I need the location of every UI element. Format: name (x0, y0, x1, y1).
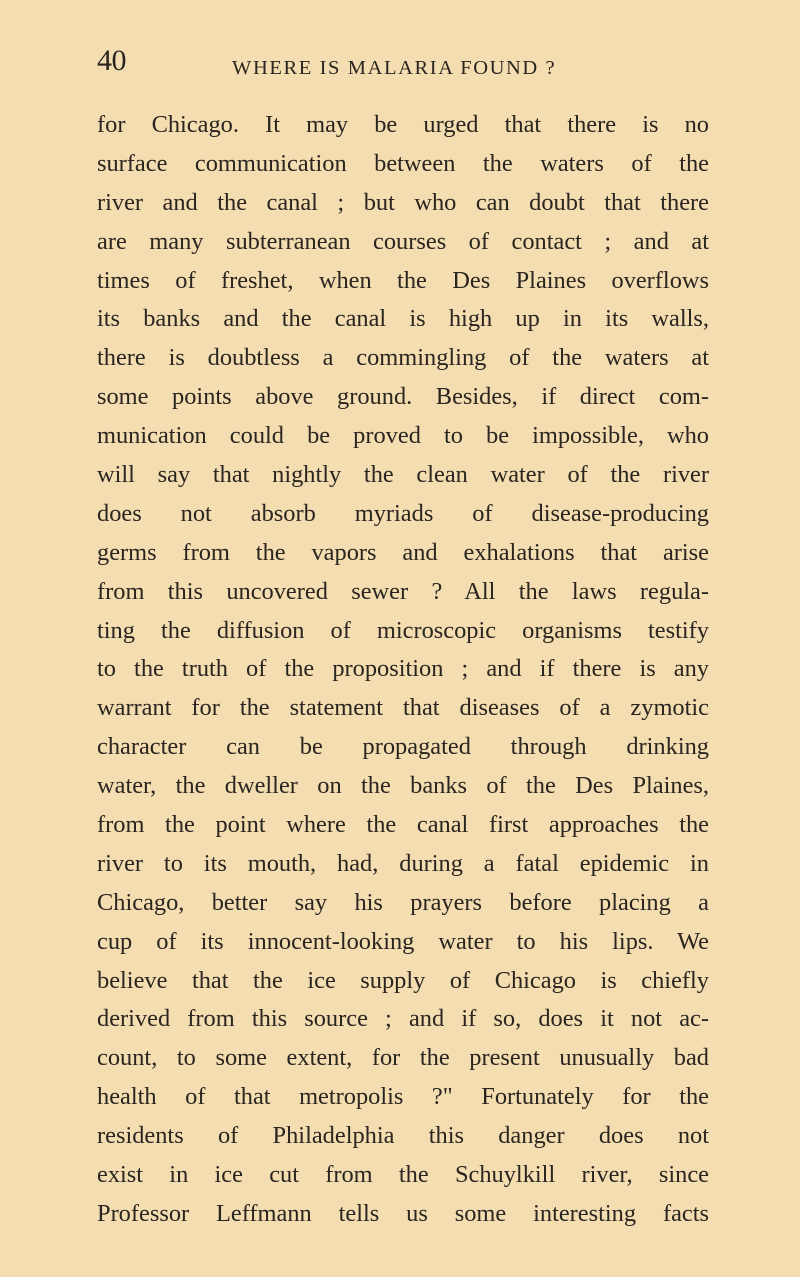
page-number: 40 (97, 44, 126, 77)
text-line: surface communication between the waters of the (97, 149, 709, 177)
text-line: Chicago, better say his prayers before placing a (97, 888, 709, 916)
text-line: some points above ground. Besides, if direct com- (97, 383, 709, 411)
text-line: river and the canal ; but who can doubt that there (97, 188, 709, 216)
text-line: from the point where the canal first approaches the (97, 811, 709, 839)
text-line: water, the dweller on the banks of the Des Plaines, (97, 772, 709, 800)
text-line: for Chicago. It may be urged that there is no (97, 111, 709, 138)
text-line: does not absorb myriads of disease-producing (97, 499, 709, 527)
text-line: river to its mouth, had, during a fatal epidemic in (97, 849, 709, 877)
text-line: exist in ice cut from the Schuylkill river, since (97, 1161, 709, 1189)
text-line: will say that nightly the clean water of the river (97, 461, 709, 489)
text-line: derived from this source ; and if so, does it not ac- (97, 1005, 709, 1033)
text-line: are many subterranean courses of contact ; and at (97, 227, 709, 255)
text-line: health of that metropolis ?" Fortunately for the (97, 1083, 709, 1111)
running-head: WHERE IS MALARIA FOUND ? (232, 57, 557, 79)
text-line: warrant for the statement that diseases of a zymotic (97, 694, 709, 722)
text-line: munication could be proved to be impossible, who (97, 422, 709, 450)
body-text (97, 106, 709, 1234)
text-line: cup of its innocent-looking water to his lips. We (97, 927, 709, 955)
text-line: Professor Leffmann tells us some interesting facts (97, 1199, 709, 1227)
text-line: character can be propagated through drinking (97, 733, 709, 761)
text-line: times of freshet, when the Des Plaines overflows (97, 266, 709, 294)
text-line: there is doubtless a commingling of the waters at (97, 344, 709, 372)
text-line: germs from the vapors and exhalations that arise (97, 538, 709, 566)
text-line: from this uncovered sewer ? All the laws regula- (97, 577, 709, 605)
text-line: believe that the ice supply of Chicago is chiefly (97, 966, 709, 994)
text-line: count, to some extent, for the present unusually bad (97, 1044, 709, 1072)
text-line: to the truth of the proposition ; and if there is any (97, 655, 709, 683)
text-line: ting the diffusion of microscopic organisms testify (97, 616, 709, 644)
text-line: its banks and the canal is high up in its walls, (97, 305, 709, 333)
text-line: residents of Philadelphia this danger does not (97, 1122, 709, 1150)
